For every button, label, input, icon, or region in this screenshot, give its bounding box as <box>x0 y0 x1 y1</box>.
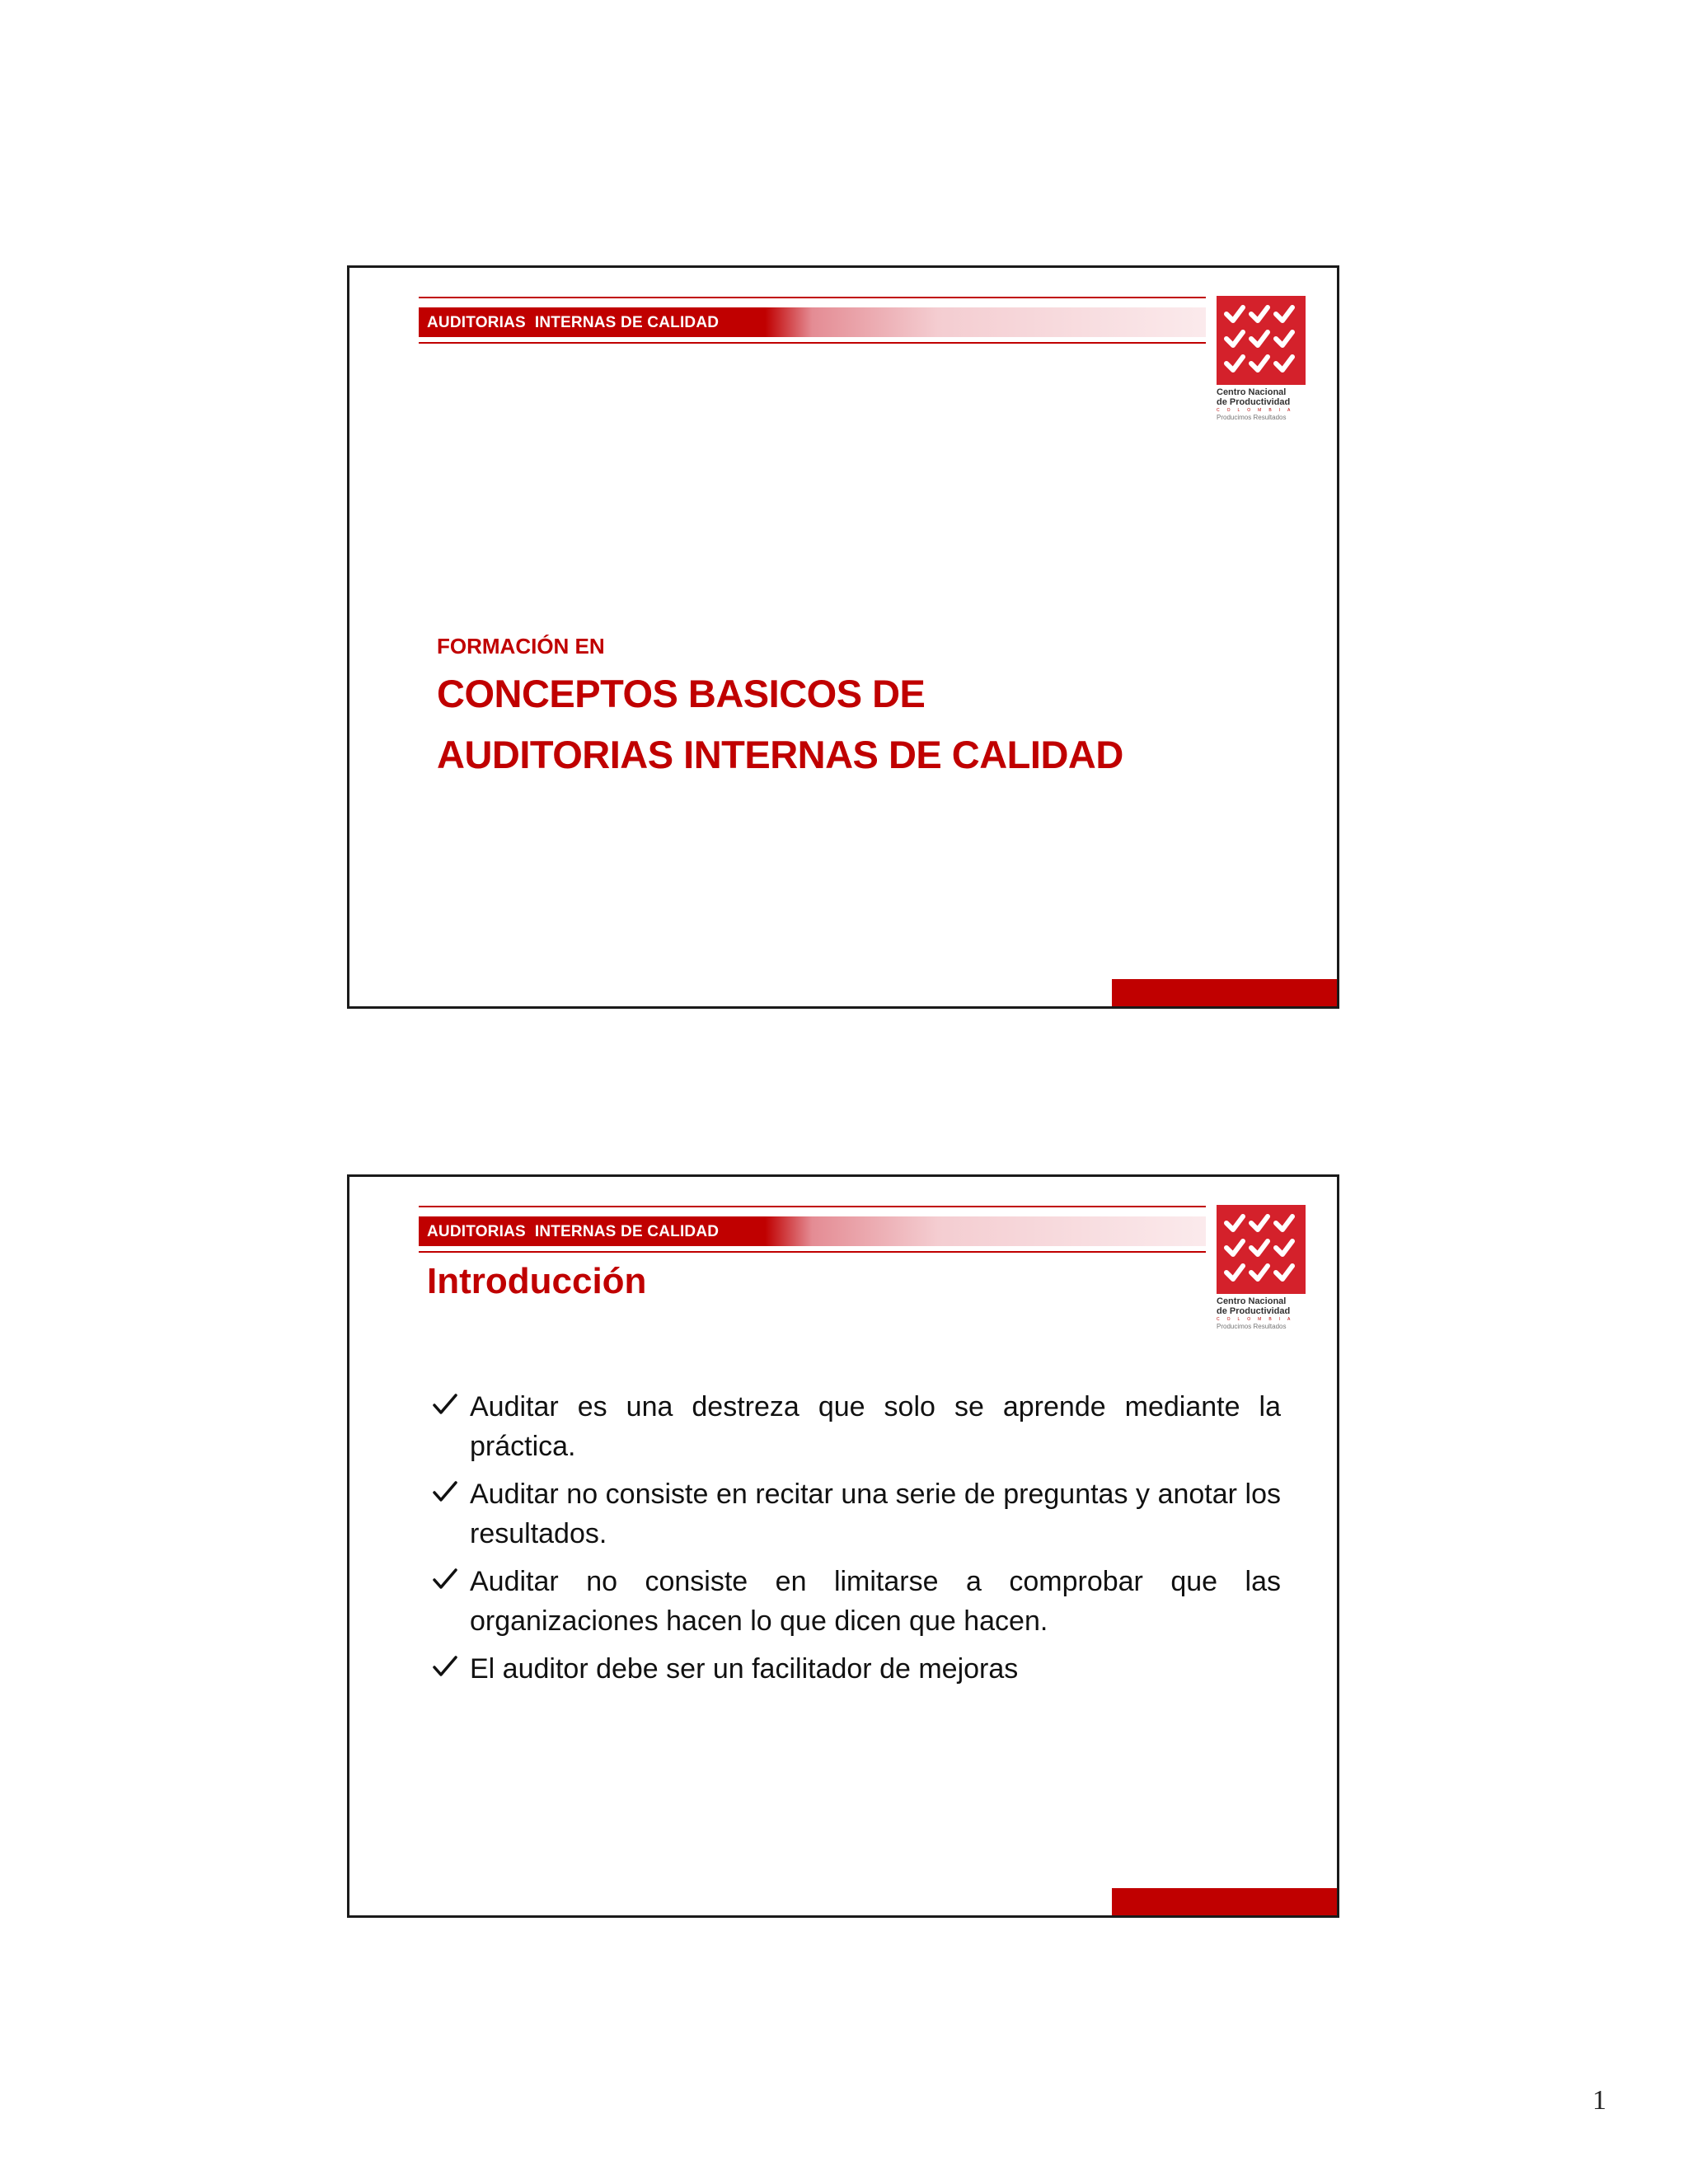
logo-checkmarks-icon <box>1217 296 1306 385</box>
logo-text-line1: Centro Nacional <box>1217 1296 1287 1306</box>
bullet-list <box>432 1387 1281 1697</box>
header-rule-bottom <box>419 1251 1206 1253</box>
header-label: AUDITORIAS INTERNAS DE CALIDAD <box>427 1223 720 1240</box>
slide1-title <box>437 663 1123 785</box>
footer-bar <box>1112 1888 1337 1915</box>
logo-text-line1: Centro Nacional <box>1217 387 1287 397</box>
header-rule-top <box>419 1206 1206 1207</box>
header-rule-top <box>419 297 1206 298</box>
slide-2 <box>347 1174 1339 1918</box>
footer-bar <box>1112 979 1337 1006</box>
bullet-text: Auditar no consiste en limitarse a comprobar que las organizaciones hacen lo que dicen que hacen. <box>470 1566 1281 1637</box>
bullet-text: El auditor debe ser un facilitador de mejoras <box>470 1653 1019 1685</box>
page-number: 1 <box>1592 2085 1606 2116</box>
bullet-text: Auditar no consiste en recitar una serie de preguntas y anotar los resultados. <box>470 1479 1281 1549</box>
checkmark-icon <box>432 1479 458 1504</box>
bullet-item <box>432 1387 1281 1466</box>
logo-checkmarks-icon <box>1217 1205 1306 1294</box>
cnp-logo <box>1217 296 1306 421</box>
header-label: AUDITORIAS INTERNAS DE CALIDAD <box>427 314 720 331</box>
slide1-kicker: FORMACIÓN EN <box>437 634 605 658</box>
bullet-item <box>432 1649 1281 1689</box>
slide1-title-line1: CONCEPTOS BASICOS DE <box>437 672 926 715</box>
cnp-logo <box>1217 1205 1306 1330</box>
logo-text-line2: de Productividad <box>1217 397 1291 407</box>
checkmark-icon <box>432 1392 458 1417</box>
bullet-item <box>432 1562 1281 1641</box>
bullet-text: Auditar es una destreza que solo se aprende mediante la práctica. <box>470 1391 1281 1462</box>
slide2-title: Introducción <box>427 1261 647 1301</box>
logo-text-country: COLOMBIA <box>1217 408 1298 413</box>
slide1-title-line2: AUDITORIAS INTERNAS DE CALIDAD <box>437 733 1123 776</box>
slide-1 <box>347 265 1339 1009</box>
logo-text-line2: de Productividad <box>1217 1306 1291 1316</box>
logo-tagline: Producimos Resultados <box>1217 414 1287 421</box>
header-rule-bottom <box>419 342 1206 344</box>
checkmark-icon <box>432 1654 458 1679</box>
bullet-item <box>432 1474 1281 1554</box>
logo-tagline: Producimos Resultados <box>1217 1323 1287 1330</box>
checkmark-icon <box>432 1567 458 1591</box>
logo-text-country: COLOMBIA <box>1217 1317 1298 1322</box>
